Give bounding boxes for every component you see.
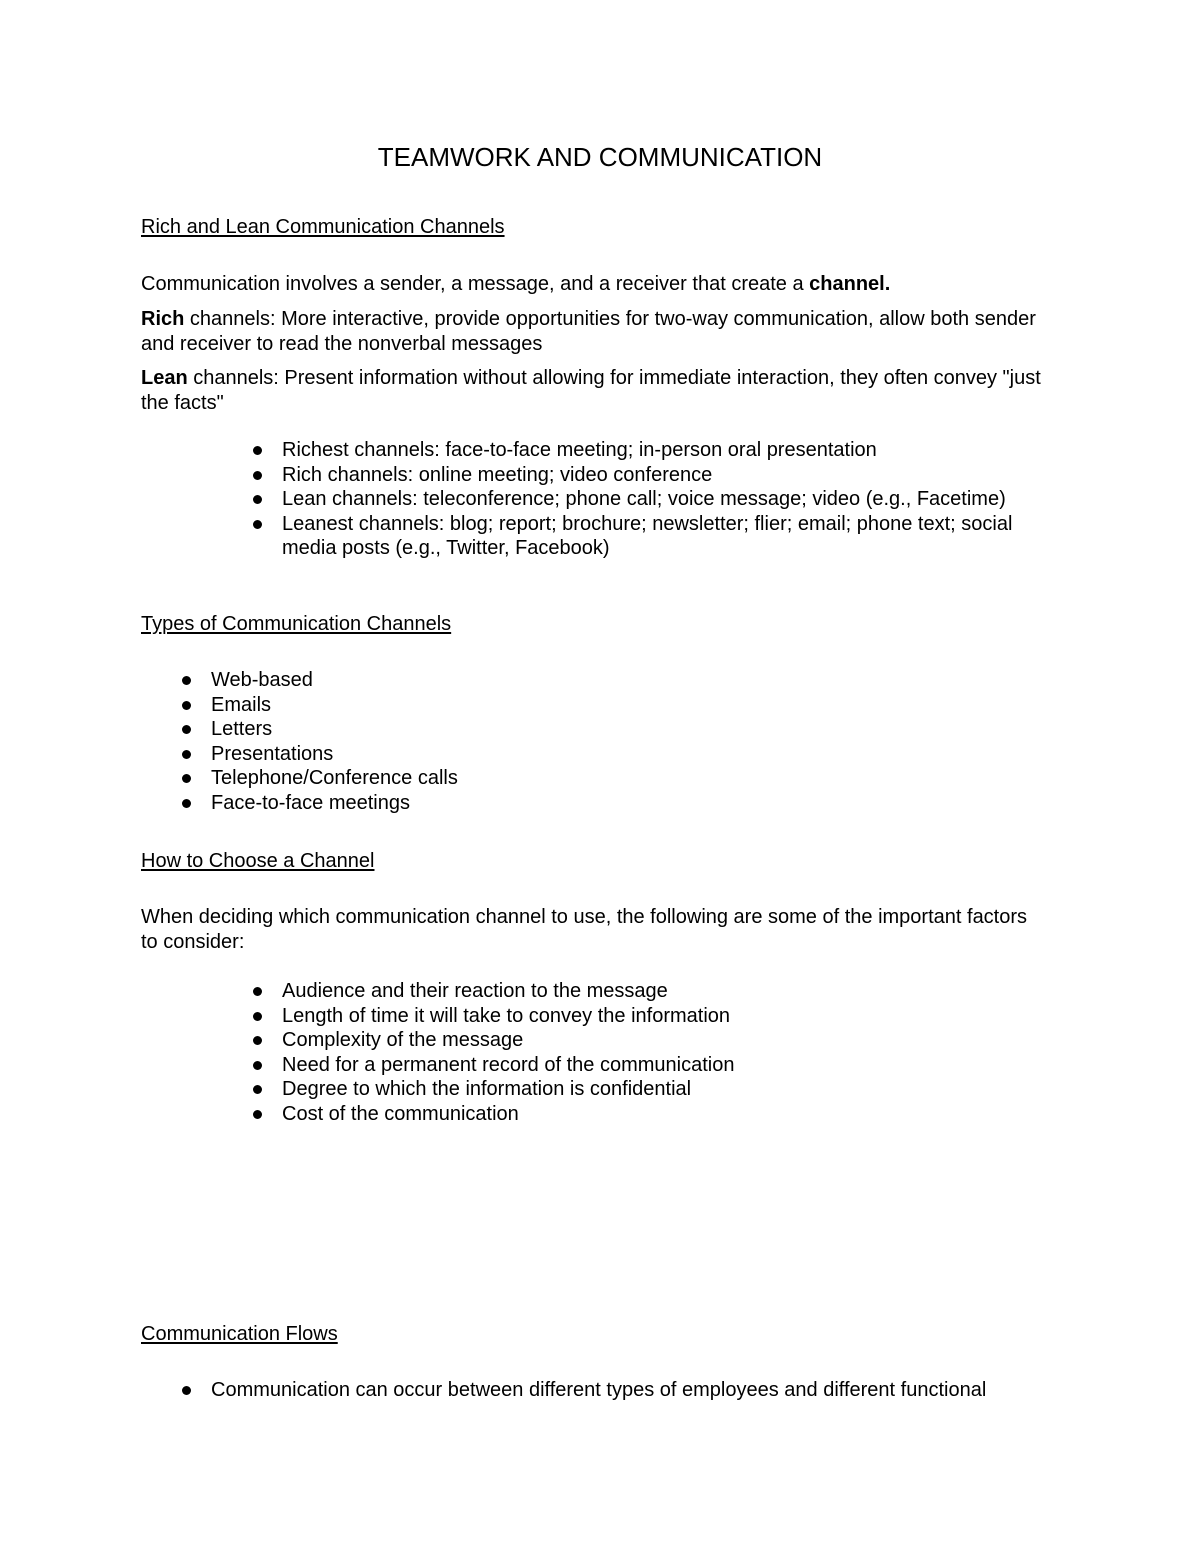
bullet-icon: [253, 1110, 262, 1119]
bullet-icon: [253, 1085, 262, 1094]
section-heading-choose: How to Choose a Channel: [141, 850, 375, 872]
list-item: Richest channels: face-to-face meeting; in-person oral presentation: [282, 438, 1042, 463]
list-item: Presentations: [211, 742, 1091, 767]
list-item: Face-to-face meetings: [211, 791, 1091, 816]
section-heading-types: Types of Communication Channels: [141, 613, 452, 635]
list-item: Length of time it will take to convey the information: [282, 1004, 1042, 1029]
bullet-icon: [182, 1386, 191, 1395]
list-item: Degree to which the information is confidential: [282, 1077, 1042, 1102]
bullet-icon: [253, 471, 262, 480]
section-heading-flows: Communication Flows: [141, 1323, 338, 1345]
list-item: Need for a permanent record of the communication: [282, 1053, 1042, 1078]
bullet-icon: [253, 495, 262, 504]
choice-factors-list: [282, 979, 1042, 1126]
paragraph-rich-channels: [141, 307, 1061, 356]
bullet-icon: [182, 750, 191, 759]
bullet-icon: [182, 676, 191, 685]
channel-term: channel.: [809, 273, 891, 295]
paragraph-choose-intro: When deciding which communication channel to use, the following are some of the important factors to consider:: [141, 906, 1028, 953]
list-item: Telephone/Conference calls: [211, 766, 1091, 791]
bullet-icon: [253, 1036, 262, 1045]
list-item: Communication can occur between different types of employees and different functional: [211, 1378, 1111, 1403]
rich-channels-text: channels: More interactive, provide opportunities for two-way communication, allow both sender and receiver to read the nonverbal messages: [141, 308, 1036, 355]
bullet-icon: [182, 701, 191, 710]
bullet-icon: [182, 799, 191, 808]
list-item: Audience and their reaction to the message: [282, 979, 1042, 1004]
channel-types-list: [211, 668, 1091, 815]
list-item: Complexity of the message: [282, 1028, 1042, 1053]
list-item: Lean channels: teleconference; phone call; voice message; video (e.g., Facetime): [282, 487, 1042, 512]
bullet-icon: [253, 1061, 262, 1070]
bullet-icon: [182, 774, 191, 783]
list-item: Cost of the communication: [282, 1102, 1042, 1127]
list-item: Letters: [211, 717, 1091, 742]
paragraph-lean-channels: [141, 366, 1061, 415]
list-item: Emails: [211, 693, 1091, 718]
channel-richness-list: [282, 438, 1042, 561]
bullet-icon: [253, 987, 262, 996]
bullet-icon: [182, 725, 191, 734]
paragraph-channel-definition: [141, 272, 1061, 297]
bullet-icon: [253, 1012, 262, 1021]
lean-term: Lean: [141, 367, 188, 389]
list-item: Web-based: [211, 668, 1091, 693]
bullet-icon: [253, 446, 262, 455]
channel-definition-text: Communication involves a sender, a message, and a receiver that create a: [141, 273, 810, 295]
section-heading-rich-lean: Rich and Lean Communication Channels: [141, 216, 505, 238]
rich-term: Rich: [141, 308, 185, 330]
document-title: TEAMWORK AND COMMUNICATION: [377, 142, 823, 172]
communication-flows-list: [211, 1378, 1111, 1403]
list-item: Rich channels: online meeting; video conference: [282, 463, 1042, 488]
bullet-icon: [253, 520, 262, 529]
list-item: Leanest channels: blog; report; brochure; newsletter; flier; email; phone text; social media posts (e.g., Twitter, Facebook): [282, 512, 1042, 561]
lean-channels-text: channels: Present information without allowing for immediate interaction, they often convey "just the facts": [141, 367, 1041, 414]
